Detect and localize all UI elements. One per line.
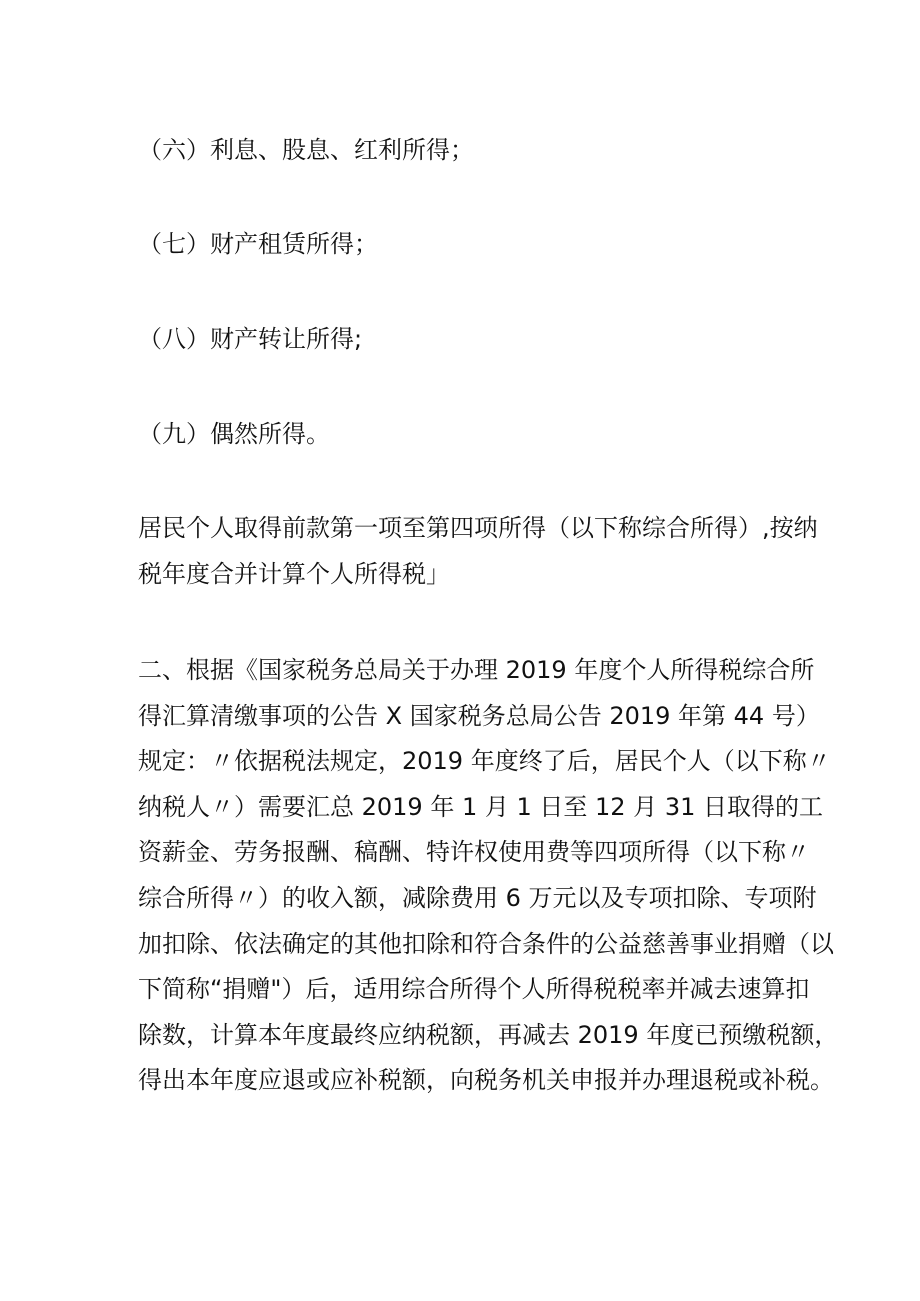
paragraph-comprehensive-income (138, 506, 818, 597)
paragraph-line: 加扣除、依法确定的其他扣除和符合条件的公益慈善事业捐赠（以 (138, 929, 834, 958)
paragraph-line: 规定：〃依据税法规定，2019 年度终了后，居民个人（以下称〃 (138, 747, 831, 776)
list-item-6: （六）利息、股息、红利所得； (138, 136, 474, 164)
paragraph-line: 除数，计算本年度最终应纳税额，再减去 2019 年度已预缴税额， (138, 1020, 839, 1049)
paragraph-line: 税年度合并计算个人所得税」 (138, 559, 450, 588)
paragraph-line: 纳税人〃）需要汇总 2019 年 1 月 1 日至 12 月 31 日取得的工 (138, 792, 823, 821)
paragraph-line: 二、根据《国家税务总局关于办理 2019 年度个人所得税综合所 (138, 656, 815, 684)
paragraph-line: 资薪金、劳务报酬、稿酬、特许权使用费等四项所得（以下称〃 (138, 838, 810, 867)
list-item-7: （七）财产租赁所得； (138, 230, 378, 258)
list-item-9: （九）偶然所得。 (138, 420, 330, 448)
paragraph-line: 综合所得〃）的收入额，减除费用 6 万元以及专项扣除、专项附 (138, 883, 817, 912)
paragraph-announcement (138, 648, 839, 1104)
paragraph-line: 得出本年度应退或应补税额，向税务机关申报并办理退税或补税。 (138, 1066, 834, 1095)
paragraph-line: 下简称“捐赠"）后，适用综合所得个人所得税税率并减去速算扣 (138, 975, 810, 1004)
paragraph-line: 得汇算清缴事项的公告 X 国家税务总局公告 2019 年第 44 号） (138, 701, 820, 730)
list-item-8: （八）财产转让所得; (138, 325, 363, 353)
paragraph-line: 居民个人取得前款第一项至第四项所得（以下称综合所得）,按纳 (138, 514, 818, 542)
